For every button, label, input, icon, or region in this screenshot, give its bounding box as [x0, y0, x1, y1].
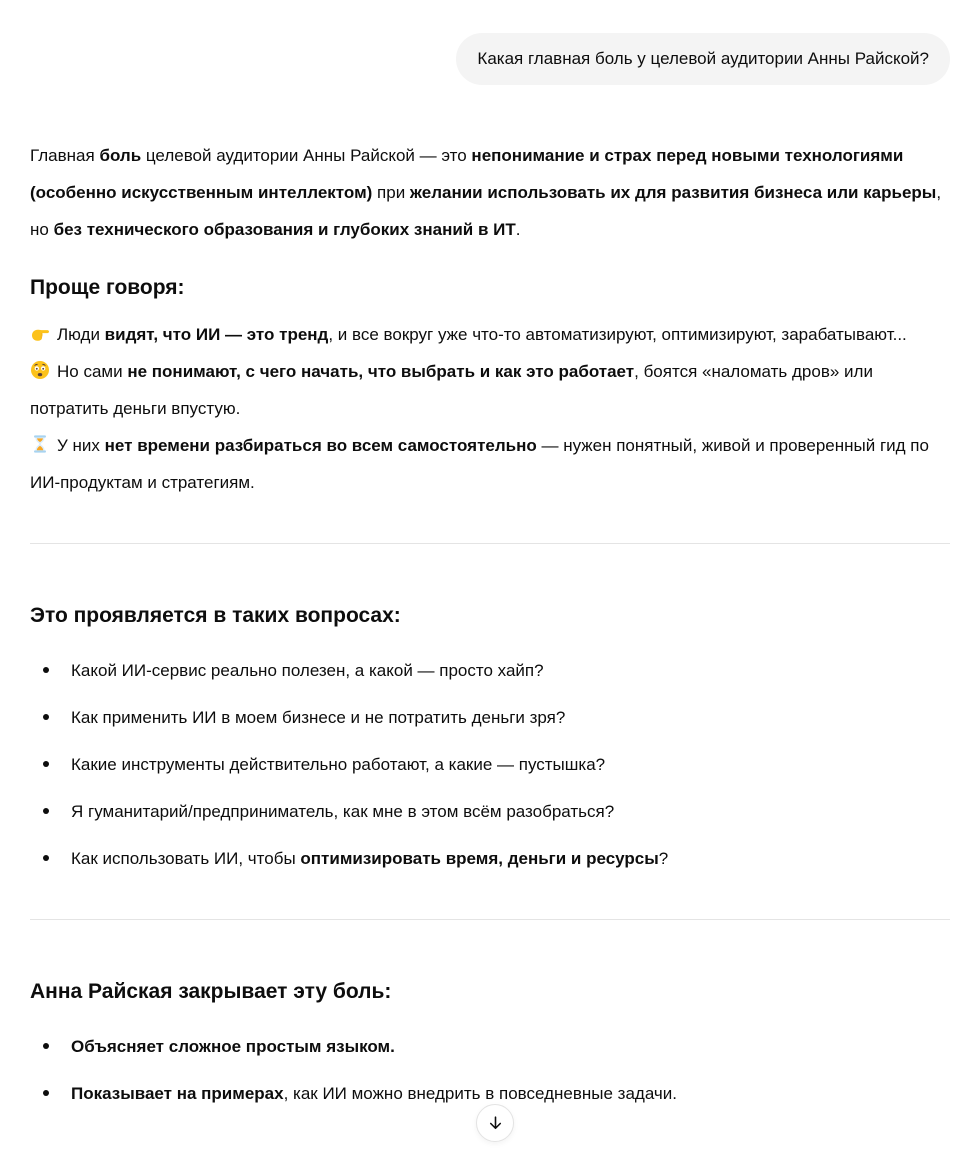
- question-item: Какие инструменты действительно работают, а какие — пустышка?: [30, 746, 950, 783]
- heading-solution: Анна Райская закрывает эту боль:: [30, 980, 392, 1003]
- assistant-message: [30, 137, 950, 1112]
- questions-list: [30, 652, 950, 877]
- user-message-row: [30, 0, 950, 85]
- solution-item: Показывает на примерах, как ИИ можно внедрить в повседневные задачи.: [30, 1075, 950, 1112]
- solutions-list: [30, 1028, 950, 1112]
- anguished-face-emoji: [30, 360, 50, 380]
- pain-points-block: [30, 316, 950, 501]
- hourglass-emoji: [30, 434, 50, 454]
- point-confusion-text: Но сами не понимают, с чего начать, что выбрать и как это работает, боятся «наломать дров» или потратить деньги впустую.: [30, 362, 873, 418]
- intro-paragraph: Главная боль целевой аудитории Анны Райской — это непонимание и страх перед новыми технологиями (особенно искусственным интеллектом) при желании использовать их для развития бизнеса или карьеры, но без технического образования и глубоких знаний в ИТ.: [30, 146, 942, 239]
- question-item: Как использовать ИИ, чтобы оптимизировать время, деньги и ресурсы?: [30, 840, 950, 877]
- arrow-down-icon: [486, 1114, 505, 1133]
- scroll-to-bottom-button[interactable]: [476, 1104, 514, 1142]
- point-no-time: [30, 427, 950, 501]
- point-confusion: [30, 353, 950, 427]
- section-divider: [30, 919, 950, 920]
- pointing-right-emoji: [30, 323, 50, 343]
- point-no-time-text: У них нет времени разбираться во всем самостоятельно — нужен понятный, живой и проверенный гид по ИИ-продуктам и стратегиям.: [30, 436, 929, 492]
- question-item: Как применить ИИ в моем бизнесе и не потратить деньги зря?: [30, 699, 950, 736]
- question-item: Я гуманитарий/предприниматель, как мне в этом всём разобраться?: [30, 793, 950, 830]
- user-message-bubble: Какая главная боль у целевой аудитории Анны Райской?: [456, 33, 950, 85]
- solution-item: Объясняет сложное простым языком.: [30, 1028, 950, 1065]
- heading-questions: Это проявляется в таких вопросах:: [30, 604, 401, 627]
- heading-simply-put: Проще говоря:: [30, 276, 185, 299]
- point-trend-text: Люди видят, что ИИ — это тренд, и все вокруг уже что-то автоматизируют, оптимизируют, зарабатывают...: [57, 325, 907, 344]
- point-trend: [30, 316, 950, 353]
- section-divider: [30, 543, 950, 544]
- question-item: Какой ИИ-сервис реально полезен, а какой — просто хайп?: [30, 652, 950, 689]
